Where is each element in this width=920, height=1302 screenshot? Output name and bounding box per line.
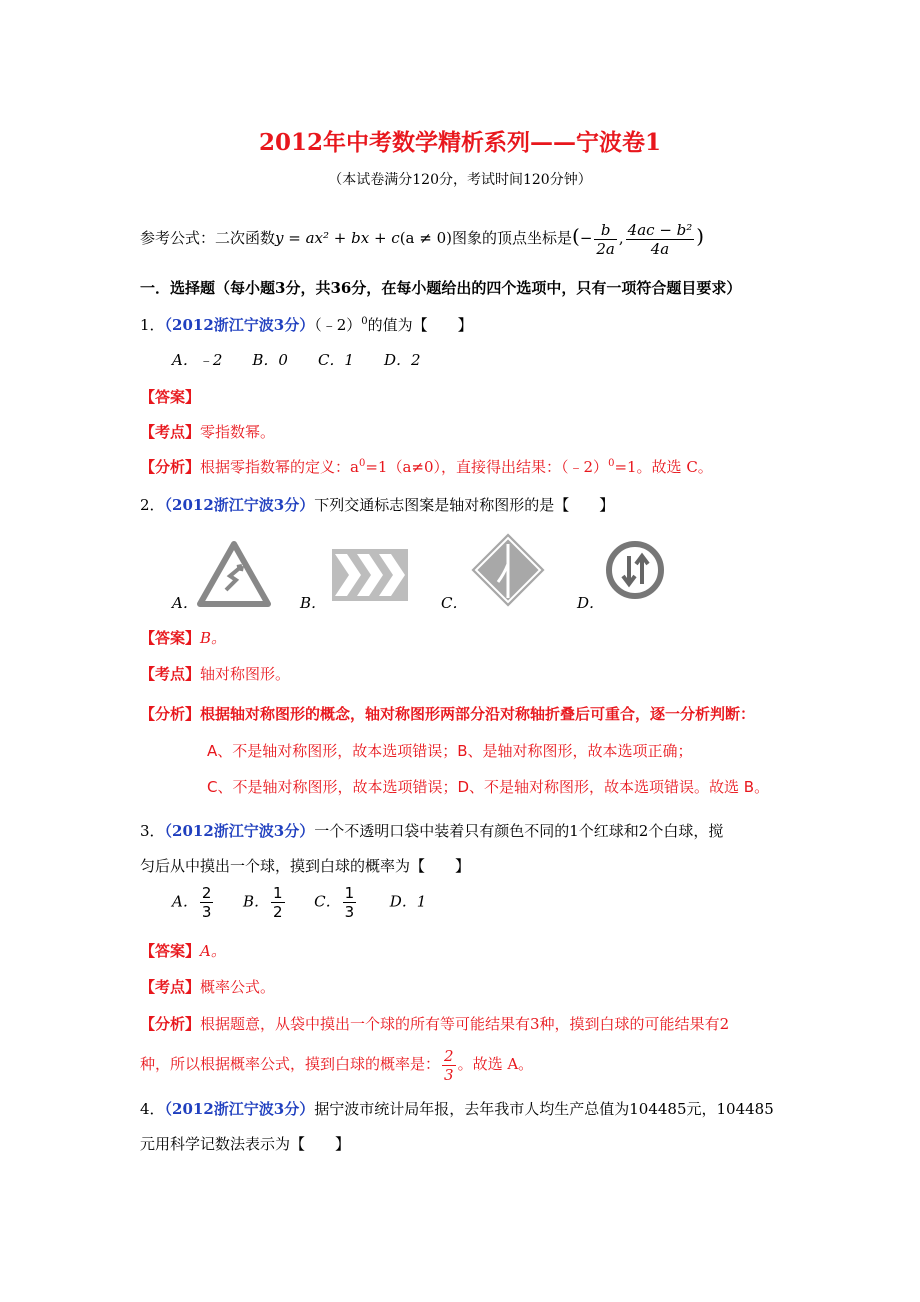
q1-analysis-label: 【分析】 <box>140 458 201 476</box>
q2-analysis <box>140 703 755 724</box>
q2-analysis-line2: A、不是轴对称图形，故本选项错误；B、是轴对称图形，故本选项正确； <box>207 742 693 760</box>
vertex-y-fraction <box>626 221 695 258</box>
q4-source: （2012浙江宁波3分） <box>164 1100 315 1118</box>
q2-option-c-label: C． <box>441 594 468 612</box>
vertex-y-num: 4ac − b² <box>627 220 693 239</box>
q3-stem-2: 匀后从中摸出一个球，摸到白球的概率为【 】 <box>140 857 471 875</box>
formula-comma: , <box>618 229 624 247</box>
q1-point-label: 【考点】 <box>140 423 201 441</box>
q1-analysis-exp1: 0 <box>358 458 366 469</box>
q2-analysis-label: 【分析】 <box>140 705 201 723</box>
q3-analysis-fraction <box>442 1047 456 1084</box>
question-1 <box>140 314 473 335</box>
q1-analysis-exp2: 0 <box>608 458 615 469</box>
q3-f-den: 3 <box>444 1065 454 1084</box>
q3-a-num: 2 <box>201 884 212 902</box>
vertex-y-den: 4a <box>650 239 670 258</box>
q3-option-a: A． <box>172 892 198 911</box>
q1-options: A．﹣2 B．0 C．1 D．2 <box>172 351 421 369</box>
q4-number: 4． <box>140 1100 165 1118</box>
q1-number: 1． <box>140 316 165 334</box>
chevron-sign-icon <box>331 548 409 602</box>
q2-analysis-1: 根据轴对称图形的概念，轴对称图形两部分沿对称轴折叠后可重合，逐一分析判断： <box>200 705 756 723</box>
q3-point-label: 【考点】 <box>140 978 201 996</box>
question-3 <box>140 820 723 841</box>
q1-analysis-1: 根据零指数幂的定义：a <box>200 458 359 476</box>
formula-close: ) <box>696 224 705 248</box>
q2-stem: 下列交通标志图案是轴对称图形的是【 】 <box>314 496 615 514</box>
formula-condition: (a ≠ 0) <box>399 229 452 247</box>
q3-point-text: 概率公式。 <box>200 978 276 996</box>
q3-option-b-fraction <box>271 884 285 921</box>
formula-open: ( <box>572 224 580 248</box>
vertex-x-den: 2a <box>596 239 615 258</box>
q3-answer-text: A。 <box>200 942 226 960</box>
q3-answer-label: 【答案】 <box>140 942 201 960</box>
q2-option-a-label: A． <box>172 594 198 612</box>
q3-c-num: 1 <box>344 884 355 902</box>
warning-triangle-sign-icon <box>196 540 272 608</box>
formula-prefix: 参考公式：二次函数 <box>140 229 276 247</box>
q3-analysis-2: 种，所以根据概率公式，摸到白球的概率是： <box>140 1055 441 1073</box>
formula-neg: − <box>579 229 593 247</box>
q3-answer <box>140 940 226 961</box>
q2-source: （2012浙江宁波3分） <box>164 496 315 514</box>
question-2 <box>140 494 614 515</box>
q1-point-text: 零指数幂。 <box>200 423 276 441</box>
q2-answer <box>140 627 226 648</box>
q3-option-d: D．1 <box>389 892 427 911</box>
q3-analysis-line2 <box>140 1042 533 1086</box>
q2-number: 2． <box>140 496 165 514</box>
q2-point-label: 【考点】 <box>140 665 201 683</box>
q3-option-c-fraction <box>343 884 357 921</box>
q3-b-den: 2 <box>272 903 283 921</box>
q4-stem-1: 据宁波市统计局年报，去年我市人均生产总值为104485元，104485 <box>314 1100 774 1118</box>
vertex-x-num: b <box>594 221 617 240</box>
q3-a-den: 3 <box>201 903 212 921</box>
q3-point <box>140 976 275 997</box>
q2-point <box>140 663 290 684</box>
q2-point-text: 轴对称图形。 <box>200 665 291 683</box>
q3-analysis-label: 【分析】 <box>140 1015 201 1033</box>
two-way-traffic-sign-icon <box>605 540 665 600</box>
q3-c-den: 3 <box>344 903 355 921</box>
q2-option-d-label: D． <box>577 594 605 612</box>
question-4 <box>140 1098 774 1119</box>
q3-option-c: C． <box>314 892 341 911</box>
q3-source: （2012浙江宁波3分） <box>164 822 315 840</box>
reference-formula <box>140 214 704 260</box>
q1-analysis <box>140 456 713 477</box>
q2-answer-label: 【答案】 <box>140 629 201 647</box>
q3-analysis <box>140 1013 729 1034</box>
section-heading: 一．选择题（每小题3分，共36分，在每小题给出的四个选项中，只有一项符合题目要求） <box>140 279 742 297</box>
q2-analysis-line3: C、不是轴对称图形，故本选项错误；D、不是轴对称图形，故本选项错误。故选 B。 <box>207 778 770 796</box>
q4-stem-2: 元用科学记数法表示为【 】 <box>140 1135 351 1153</box>
q3-analysis-3: 。故选 A。 <box>457 1055 534 1073</box>
q3-f-num: 2 <box>444 1046 454 1065</box>
q3-stem-1: 一个不透明口袋中装着只有颜色不同的1个红球和2个白球，搅 <box>314 822 724 840</box>
q3-option-b: B． <box>242 892 269 911</box>
page-title: 2012年中考数学精析系列——宁波卷1 <box>258 129 662 156</box>
q1-source: （2012浙江宁波3分） <box>164 316 315 334</box>
q3-option-a-fraction <box>200 884 214 921</box>
q1-tail: 的值为【 】 <box>367 316 473 334</box>
q1-analysis-3: =1。故选 C。 <box>614 458 713 476</box>
q3-options <box>172 884 426 921</box>
q1-answer-label: 【答案】 <box>140 388 201 406</box>
q1-exponent: 0 <box>361 316 368 327</box>
q3-number: 3． <box>140 822 165 840</box>
formula-mid: 图象的顶点坐标是 <box>451 229 572 247</box>
q1-stem: （﹣2） <box>314 316 362 334</box>
q3-analysis-1: 根据题意，从袋中摸出一个球的所有等可能结果有3种，摸到白球的可能结果有2 <box>200 1015 730 1033</box>
page-subtitle: （本试卷满分120分，考试时间120分钟） <box>328 172 592 188</box>
formula-function: y = ax² + bx + c <box>275 229 400 247</box>
merge-diamond-sign-icon <box>468 530 548 610</box>
vertex-x-fraction <box>594 221 617 258</box>
q1-point <box>140 421 275 442</box>
q2-option-b-label: B． <box>300 594 327 612</box>
q1-analysis-2: =1（a≠0），直接得出结果：（﹣2） <box>365 458 609 476</box>
q3-b-num: 1 <box>272 884 283 902</box>
q2-answer-text: B。 <box>200 629 227 647</box>
